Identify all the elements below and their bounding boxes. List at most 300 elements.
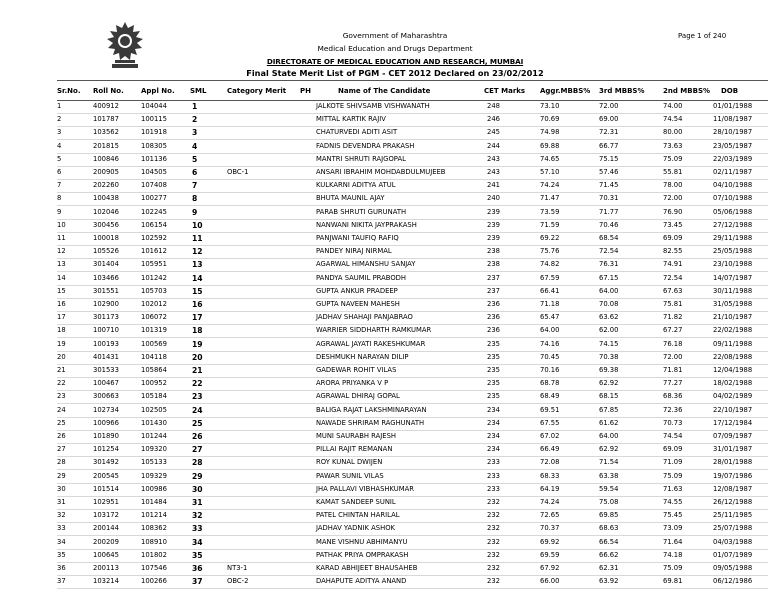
cell-2nd-mbbs: 80.00 xyxy=(663,128,683,137)
cell-aggr-mbbs: 68.78 xyxy=(540,379,560,388)
cell-aggr-mbbs: 74.16 xyxy=(540,339,560,348)
cell-roll-no: 101787 xyxy=(93,115,119,124)
cell-dob: 09/11/1988 xyxy=(713,339,753,348)
table-row xyxy=(0,113,768,126)
cell-dob: 06/12/1986 xyxy=(713,577,753,586)
cell-2nd-mbbs: 73.09 xyxy=(663,524,683,533)
cell-candidate-name: GUPTA ANKUR PRADEEP xyxy=(316,286,398,295)
cell-roll-no: 301533 xyxy=(93,366,119,374)
col-2nd-mbbs: 2nd MBBS% xyxy=(663,87,710,95)
cell-3rd-mbbs: 62.31 xyxy=(599,564,619,572)
cell-dob: 17/12/1984 xyxy=(713,418,753,427)
cell-aggr-mbbs: 65.47 xyxy=(540,313,560,322)
col-roll-no: Roll No. xyxy=(93,87,124,95)
cell-sml: 21 xyxy=(192,366,203,375)
cell-sr-no: 13 xyxy=(57,260,66,269)
cell-appl-no: 100986 xyxy=(141,484,167,493)
cell-dob: 09/05/1988 xyxy=(713,564,753,572)
cell-candidate-name: AGRAWAL DHIRAJ GOPAL xyxy=(316,392,400,401)
cell-cet-marks: 248 xyxy=(487,102,500,110)
cell-3rd-mbbs: 71.45 xyxy=(599,181,619,190)
cell-3rd-mbbs: 72.31 xyxy=(599,128,619,137)
cell-sml: 9 xyxy=(192,207,198,217)
cell-cet-marks: 234 xyxy=(487,432,500,440)
cell-sml: 22 xyxy=(192,379,203,389)
cell-aggr-mbbs: 71.47 xyxy=(540,194,560,203)
cell-candidate-name: AGARWAL HIMANSHU SANJAY xyxy=(316,260,416,269)
cell-cet-marks: 232 xyxy=(487,524,500,533)
cell-roll-no: 102900 xyxy=(93,300,119,308)
cell-candidate-name: PATHAK PRIYA OMPRAKASH xyxy=(316,550,409,559)
cell-sr-no: 7 xyxy=(57,181,62,190)
cell-appl-no: 109320 xyxy=(141,445,167,454)
table-row xyxy=(0,390,768,403)
table-row xyxy=(0,298,768,311)
table-row xyxy=(0,430,768,443)
cell-candidate-name: GADEWAR ROHIT VILAS xyxy=(316,366,397,374)
cell-appl-no: 104118 xyxy=(141,352,167,361)
cell-sr-no: 19 xyxy=(57,339,66,348)
cell-sr-no: 15 xyxy=(57,286,66,295)
cell-3rd-mbbs: 63.92 xyxy=(599,577,619,586)
cell-sr-no: 32 xyxy=(57,511,66,520)
cell-sml: 7 xyxy=(192,181,198,191)
cell-appl-no: 102012 xyxy=(141,300,167,308)
cell-roll-no: 400912 xyxy=(93,102,119,110)
cell-2nd-mbbs: 73.63 xyxy=(663,141,683,150)
cell-cet-marks: 235 xyxy=(487,366,500,374)
cell-cet-marks: 245 xyxy=(487,128,500,137)
table-row xyxy=(0,338,768,351)
cell-2nd-mbbs: 72.00 xyxy=(663,352,683,361)
cell-dob: 12/04/1988 xyxy=(713,366,753,374)
cell-sr-no: 28 xyxy=(57,458,66,467)
cell-2nd-mbbs: 77.27 xyxy=(663,379,683,388)
cell-sr-no: 21 xyxy=(57,366,66,374)
cell-2nd-mbbs: 71.09 xyxy=(663,458,683,467)
cell-candidate-name: MANTRI SHRUTI RAJGOPAL xyxy=(316,154,406,163)
cell-2nd-mbbs: 55.81 xyxy=(663,168,683,176)
table-row xyxy=(0,404,768,417)
cell-appl-no: 100266 xyxy=(141,577,167,586)
cell-sml: 24 xyxy=(192,405,203,415)
cell-sml: 10 xyxy=(192,220,203,230)
table-row xyxy=(0,496,768,509)
cell-2nd-mbbs: 73.45 xyxy=(663,220,683,229)
cell-2nd-mbbs: 75.45 xyxy=(663,511,683,520)
cell-cet-marks: 232 xyxy=(487,564,500,572)
cell-2nd-mbbs: 67.63 xyxy=(663,286,683,295)
cell-sr-no: 33 xyxy=(57,524,66,533)
cell-3rd-mbbs: 63.38 xyxy=(599,471,619,480)
cell-roll-no: 100966 xyxy=(93,418,119,427)
cell-cet-marks: 232 xyxy=(487,537,500,546)
cell-sr-no: 14 xyxy=(57,273,66,282)
cell-aggr-mbbs: 67.02 xyxy=(540,432,560,440)
cell-sml: 3 xyxy=(192,128,198,138)
cell-dob: 28/10/1987 xyxy=(713,128,753,137)
cell-dob: 07/09/1987 xyxy=(713,432,753,440)
cell-appl-no: 108910 xyxy=(141,537,167,546)
cell-3rd-mbbs: 59.54 xyxy=(599,484,619,493)
cell-appl-no: 100952 xyxy=(141,379,167,388)
cell-sr-no: 22 xyxy=(57,379,66,388)
cell-roll-no: 301551 xyxy=(93,286,119,295)
cell-aggr-mbbs: 67.59 xyxy=(540,273,560,282)
table-row xyxy=(0,126,768,139)
cell-candidate-name: KULKARNI ADITYA ATUL xyxy=(316,181,396,190)
table-row xyxy=(0,549,768,562)
cell-aggr-mbbs: 74.98 xyxy=(540,128,560,137)
cell-2nd-mbbs: 72.36 xyxy=(663,405,683,414)
cell-candidate-name: ROY KUNAL DWIJEN xyxy=(316,458,383,467)
cell-dob: 23/10/1988 xyxy=(713,260,753,269)
cell-roll-no: 100438 xyxy=(93,194,119,203)
cell-category-merit: OBC-1 xyxy=(227,168,249,176)
cell-sr-no: 29 xyxy=(57,471,66,480)
cell-2nd-mbbs: 74.54 xyxy=(663,432,683,440)
cell-3rd-mbbs: 69.00 xyxy=(599,115,619,124)
cell-dob: 04/02/1989 xyxy=(713,392,753,401)
cell-aggr-mbbs: 69.92 xyxy=(540,537,560,546)
cell-candidate-name: BALIGA RAJAT LAKSHMINARAYAN xyxy=(316,405,427,414)
cell-cet-marks: 236 xyxy=(487,300,500,308)
cell-sr-no: 16 xyxy=(57,300,66,308)
cell-aggr-mbbs: 66.41 xyxy=(540,286,560,295)
cell-roll-no: 101514 xyxy=(93,484,119,493)
cell-candidate-name: PANDYA SAUMIL PRABODH xyxy=(316,273,407,282)
cell-candidate-name: FADNIS DEVENDRA PRAKASH xyxy=(316,141,415,150)
cell-appl-no: 101242 xyxy=(141,273,167,282)
cell-appl-no: 104044 xyxy=(141,102,167,110)
cell-roll-no: 101254 xyxy=(93,445,119,454)
cell-aggr-mbbs: 72.08 xyxy=(540,458,560,467)
cell-aggr-mbbs: 64.00 xyxy=(540,326,560,335)
cell-sml: 15 xyxy=(192,286,203,296)
cell-cet-marks: 232 xyxy=(487,498,500,506)
cell-3rd-mbbs: 72.54 xyxy=(599,247,619,256)
cell-dob: 14/07/1987 xyxy=(713,273,753,282)
cell-candidate-name: PARAB SHRUTI GURUNATH xyxy=(316,207,407,216)
cell-sml: 33 xyxy=(192,524,203,534)
cell-dob: 21/10/1987 xyxy=(713,313,753,322)
cell-dob: 29/11/1988 xyxy=(713,234,753,242)
cell-2nd-mbbs: 72.54 xyxy=(663,273,683,282)
cell-aggr-mbbs: 69.22 xyxy=(540,234,560,242)
cell-2nd-mbbs: 76.90 xyxy=(663,207,683,216)
cell-candidate-name: JADHAV SHAHAJI PANJABRAO xyxy=(316,313,413,322)
cell-sr-no: 8 xyxy=(57,194,62,203)
cell-category-merit: OBC-2 xyxy=(227,577,249,586)
cell-appl-no: 108305 xyxy=(141,141,167,150)
cell-dob: 18/02/1988 xyxy=(713,379,753,388)
table-row xyxy=(0,509,768,522)
cell-cet-marks: 235 xyxy=(487,339,500,348)
cell-2nd-mbbs: 71.81 xyxy=(663,366,683,374)
col-dob: DOB xyxy=(721,87,739,95)
cell-3rd-mbbs: 72.00 xyxy=(599,102,619,110)
table-row xyxy=(0,575,768,588)
cell-sml: 37 xyxy=(192,577,203,587)
cell-aggr-mbbs: 69.51 xyxy=(540,405,560,414)
cell-dob: 11/08/1987 xyxy=(713,115,753,124)
cell-2nd-mbbs: 74.54 xyxy=(663,115,683,124)
cell-dob: 22/03/1989 xyxy=(713,154,753,163)
col-category-merit: Category Merit xyxy=(227,87,287,95)
cell-aggr-mbbs: 67.55 xyxy=(540,418,560,427)
cell-3rd-mbbs: 69.85 xyxy=(599,511,619,520)
cell-sr-no: 18 xyxy=(57,326,66,335)
cell-roll-no: 100193 xyxy=(93,339,119,348)
cell-roll-no: 301173 xyxy=(93,313,119,322)
cell-aggr-mbbs: 66.00 xyxy=(540,577,560,586)
cell-2nd-mbbs: 74.18 xyxy=(663,550,683,559)
cell-3rd-mbbs: 71.77 xyxy=(599,207,619,216)
government-seal-icon xyxy=(103,20,147,70)
cell-3rd-mbbs: 68.54 xyxy=(599,234,619,242)
cell-candidate-name: PANJWANI TAUFIQ RAFIQ xyxy=(316,234,399,242)
cell-3rd-mbbs: 69.38 xyxy=(599,366,619,374)
cell-candidate-name: DESHMUKH NARAYAN DILIP xyxy=(316,352,409,361)
cell-appl-no: 101136 xyxy=(141,154,167,163)
cell-dob: 04/03/1988 xyxy=(713,537,753,546)
cell-dob: 31/01/1987 xyxy=(713,445,753,454)
cell-sml: 25 xyxy=(192,418,203,428)
cell-dob: 19/07/1986 xyxy=(713,471,753,480)
cell-sml: 6 xyxy=(192,168,198,177)
table-row xyxy=(0,351,768,364)
cell-2nd-mbbs: 69.81 xyxy=(663,577,683,586)
cell-3rd-mbbs: 66.54 xyxy=(599,537,619,546)
cell-3rd-mbbs: 70.38 xyxy=(599,352,619,361)
cell-candidate-name: KARAD ABHIJEET BHAUSAHEB xyxy=(316,564,418,572)
table-row xyxy=(0,285,768,298)
cell-candidate-name: NAWADE SHRIRAM RAGHUNATH xyxy=(316,418,425,427)
cell-appl-no: 105951 xyxy=(141,260,167,269)
table-row xyxy=(0,470,768,483)
cell-aggr-mbbs: 74.24 xyxy=(540,181,560,190)
cell-sr-no: 11 xyxy=(57,234,66,242)
cell-appl-no: 109329 xyxy=(141,471,167,480)
cell-candidate-name: GUPTA NAVEEN MAHESH xyxy=(316,300,400,308)
cell-appl-no: 101244 xyxy=(141,432,167,440)
cell-aggr-mbbs: 71.18 xyxy=(540,300,560,308)
list-title: Final State Merit List of PGM - CET 2012 Declared on 23/02/2012 xyxy=(246,68,544,78)
col-cet-marks: CET Marks xyxy=(484,87,526,95)
cell-sr-no: 37 xyxy=(57,577,66,586)
cell-cet-marks: 234 xyxy=(487,418,500,427)
cell-cet-marks: 235 xyxy=(487,379,500,388)
cell-3rd-mbbs: 62.00 xyxy=(599,326,619,335)
cell-appl-no: 100569 xyxy=(141,339,167,348)
cell-2nd-mbbs: 74.55 xyxy=(663,498,683,506)
cell-dob: 28/01/1988 xyxy=(713,458,753,467)
cell-appl-no: 102592 xyxy=(141,234,167,242)
cell-3rd-mbbs: 75.15 xyxy=(599,154,619,163)
cell-candidate-name: WARRIER SIDDHARTH RAMKUMAR xyxy=(316,326,432,335)
cell-dob: 07/10/1988 xyxy=(713,194,753,203)
cell-candidate-name: PAWAR SUNIL VILAS xyxy=(316,471,384,480)
cell-dob: 25/05/1988 xyxy=(713,247,753,256)
cell-dob: 25/07/1988 xyxy=(713,524,753,533)
cell-roll-no: 103172 xyxy=(93,511,119,520)
cell-sr-no: 1 xyxy=(57,102,62,110)
cell-sml: 31 xyxy=(192,498,203,507)
cell-2nd-mbbs: 82.55 xyxy=(663,247,683,256)
cell-sr-no: 3 xyxy=(57,128,62,137)
cell-sml: 20 xyxy=(192,352,203,362)
cell-cet-marks: 233 xyxy=(487,484,500,493)
cell-appl-no: 101430 xyxy=(141,418,167,427)
table-row xyxy=(0,324,768,337)
cell-3rd-mbbs: 64.00 xyxy=(599,432,619,440)
cell-sml: 27 xyxy=(192,445,203,455)
table-row xyxy=(0,536,768,549)
cell-dob: 12/08/1987 xyxy=(713,484,753,493)
col-aggr-mbbs: Aggr.MBBS% xyxy=(540,87,591,95)
cell-aggr-mbbs: 73.59 xyxy=(540,207,560,216)
cell-candidate-name: PATEL CHINTAN HARILAL xyxy=(316,511,400,520)
cell-candidate-name: JHA PALLAVI VIBHASHKUMAR xyxy=(316,484,414,493)
cell-sr-no: 6 xyxy=(57,168,62,176)
cell-cet-marks: 233 xyxy=(487,458,500,467)
cell-cet-marks: 232 xyxy=(487,511,500,520)
cell-2nd-mbbs: 68.36 xyxy=(663,392,683,401)
table-row xyxy=(0,245,768,258)
cell-2nd-mbbs: 72.00 xyxy=(663,194,683,203)
cell-3rd-mbbs: 70.46 xyxy=(599,220,619,229)
cell-sml: 30 xyxy=(192,484,203,494)
cell-sml: 23 xyxy=(192,392,203,402)
cell-3rd-mbbs: 76.31 xyxy=(599,260,619,269)
row-divider xyxy=(57,588,768,589)
cell-dob: 23/05/1987 xyxy=(713,141,753,150)
cell-sr-no: 36 xyxy=(57,564,66,572)
cell-sr-no: 26 xyxy=(57,432,66,440)
cell-sml: 16 xyxy=(192,300,203,309)
cell-sml: 1 xyxy=(192,102,198,111)
cell-sml: 4 xyxy=(192,141,198,151)
cell-sr-no: 27 xyxy=(57,445,66,454)
cell-roll-no: 103466 xyxy=(93,273,119,282)
cell-roll-no: 103214 xyxy=(93,577,119,586)
cell-candidate-name: JALKOTE SHIVSAMB VISHWANATH xyxy=(316,102,430,110)
cell-appl-no: 106072 xyxy=(141,313,167,322)
cell-aggr-mbbs: 68.49 xyxy=(540,392,560,401)
cell-sr-no: 35 xyxy=(57,550,66,559)
cell-2nd-mbbs: 69.09 xyxy=(663,234,683,242)
cell-aggr-mbbs: 71.59 xyxy=(540,220,560,229)
cell-3rd-mbbs: 62.92 xyxy=(599,445,619,454)
cell-sr-no: 20 xyxy=(57,352,66,361)
cell-cet-marks: 232 xyxy=(487,550,500,559)
cell-3rd-mbbs: 66.62 xyxy=(599,550,619,559)
cell-2nd-mbbs: 75.09 xyxy=(663,564,683,572)
cell-cet-marks: 239 xyxy=(487,220,500,229)
cell-sml: 36 xyxy=(192,564,203,573)
cell-aggr-mbbs: 70.16 xyxy=(540,366,560,374)
cell-candidate-name: PANDEY NIRAJ NIRMAL xyxy=(316,247,392,256)
cell-sml: 13 xyxy=(192,260,203,270)
cell-dob: 22/08/1988 xyxy=(713,352,753,361)
cell-2nd-mbbs: 74.00 xyxy=(663,102,683,110)
cell-appl-no: 108362 xyxy=(141,524,167,533)
cell-2nd-mbbs: 70.73 xyxy=(663,418,683,427)
cell-cet-marks: 240 xyxy=(487,194,500,203)
cell-aggr-mbbs: 70.37 xyxy=(540,524,560,533)
table-row xyxy=(0,522,768,535)
cell-cet-marks: 243 xyxy=(487,154,500,163)
department-heading: Medical Education and Drugs Department xyxy=(317,44,473,53)
cell-sr-no: 30 xyxy=(57,484,66,493)
col-appl-no: Appl No. xyxy=(141,87,175,95)
col-candidate-name: Name of The Candidate xyxy=(338,87,431,95)
cell-3rd-mbbs: 62.92 xyxy=(599,379,619,388)
cell-2nd-mbbs: 78.00 xyxy=(663,181,683,190)
cell-roll-no: 201815 xyxy=(93,141,119,150)
cell-sr-no: 10 xyxy=(57,220,66,229)
cell-sr-no: 17 xyxy=(57,313,66,322)
cell-dob: 30/11/1988 xyxy=(713,286,753,295)
cell-dob: 02/11/1987 xyxy=(713,168,753,176)
cell-appl-no: 104505 xyxy=(141,168,167,176)
cell-2nd-mbbs: 69.09 xyxy=(663,445,683,454)
cell-3rd-mbbs: 70.08 xyxy=(599,300,619,308)
cell-appl-no: 105703 xyxy=(141,286,167,295)
cell-dob: 27/12/1988 xyxy=(713,220,753,229)
cell-aggr-mbbs: 64.19 xyxy=(540,484,560,493)
cell-roll-no: 200545 xyxy=(93,471,119,480)
table-row xyxy=(0,258,768,271)
table-row xyxy=(0,166,768,179)
cell-cet-marks: 241 xyxy=(487,181,500,190)
cell-sr-no: 2 xyxy=(57,115,62,124)
cell-cet-marks: 237 xyxy=(487,273,500,282)
cell-roll-no: 301492 xyxy=(93,458,119,467)
table-row xyxy=(0,153,768,166)
cell-dob: 05/06/1988 xyxy=(713,207,753,216)
cell-roll-no: 200905 xyxy=(93,168,119,176)
cell-cet-marks: 232 xyxy=(487,577,500,586)
cell-roll-no: 100846 xyxy=(93,154,119,163)
table-row xyxy=(0,100,768,113)
cell-appl-no: 107546 xyxy=(141,564,167,572)
cell-cet-marks: 234 xyxy=(487,445,500,454)
col-sml: SML xyxy=(190,87,207,95)
cell-aggr-mbbs: 74.65 xyxy=(540,154,560,163)
cell-sml: 2 xyxy=(192,115,198,125)
cell-sml: 28 xyxy=(192,458,203,468)
header-top-rule xyxy=(57,80,768,81)
table-row xyxy=(0,232,768,245)
cell-3rd-mbbs: 70.31 xyxy=(599,194,619,203)
cell-appl-no: 107408 xyxy=(141,181,167,190)
cell-appl-no: 101484 xyxy=(141,498,167,506)
cell-3rd-mbbs: 74.15 xyxy=(599,339,619,348)
table-row xyxy=(0,456,768,469)
cell-candidate-name: ARORA PRIYANKA V P xyxy=(316,379,389,388)
cell-appl-no: 101214 xyxy=(141,511,167,520)
table-row xyxy=(0,562,768,575)
cell-sml: 11 xyxy=(192,234,203,243)
cell-2nd-mbbs: 75.09 xyxy=(663,471,683,480)
cell-roll-no: 301404 xyxy=(93,260,119,269)
cell-sml: 5 xyxy=(192,154,198,164)
cell-candidate-name: PILLAI RAJIT REMANAN xyxy=(316,445,393,454)
table-row xyxy=(0,377,768,390)
cell-3rd-mbbs: 66.77 xyxy=(599,141,619,150)
cell-cet-marks: 239 xyxy=(487,234,500,242)
